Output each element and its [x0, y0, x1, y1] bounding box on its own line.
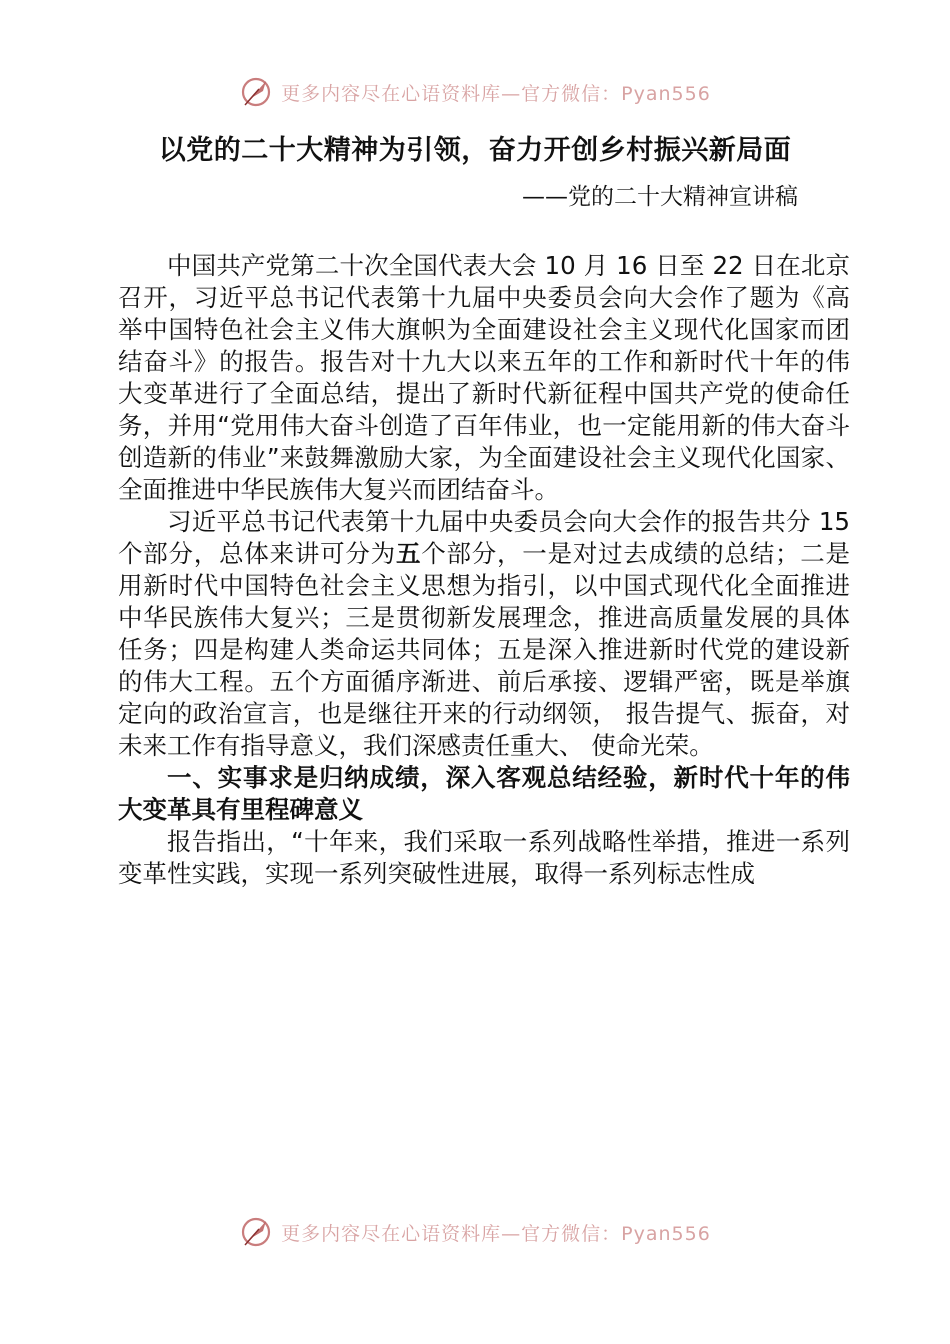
banner-text: 更多内容尽在心语资料库—官方微信：Pyan556: [281, 1222, 711, 1245]
emphasis-five: 五: [395, 539, 422, 568]
wechat-id: Pyan556: [621, 1222, 711, 1245]
paragraph-3: 报告指出，“十年来，我们采取一系列战略性举措，推进一系列变革性实践，实现一系列突破性进展，取得一系列标志性成: [118, 827, 850, 888]
section-heading-1: 一、实事求是归纳成绩，深入客观总结经验，新时代十年的伟大变革具有里程碑意义: [118, 763, 850, 824]
banner-text: 更多内容尽在心语资料库—官方微信：Pyan556: [281, 82, 711, 105]
document-subtitle: ——党的二十大精神宣讲稿: [522, 184, 798, 210]
paragraph-2: 习近平总书记代表第十九届中央委员会向大会作的报告共分 15 个部分，总体来讲可分为五个部分，一是对过去成绩的总结；二是用新时代中国特色社会主义思想为指引，以中国式现代化全面推进中华民族伟大复兴；三是贯彻新发展理念，推进高质量发展的具体任务；四是构建人类命运共同体；五是深入推进新时代党的建设新的伟大工程。五个方面循序渐进、前后承接、逻辑严密，既是举旗定向的政治宣言，也是继往开来的行动纲领， 报告提气、振奋，对未来工作有指导意义，我们深感责任重大、 使命光荣。: [118, 507, 851, 760]
document-body: [118, 250, 850, 890]
quill-logo-icon: [239, 1215, 273, 1249]
document-title: 以党的二十大精神为引领，奋力开创乡村振兴新局面: [158, 135, 792, 166]
paragraph-1: 中国共产党第二十次全国代表大会 10 月 16 日至 22 日在北京召开，习近平总书记代表第十九届中央委员会向大会作了题为《高举中国特色社会主义伟大旗帜为全面建设社会主义现代化国家而团结奋斗》的报告。报告对十九大以来五年的工作和新时代十年的伟大变革进行了全面总结，提出了新时代新征程中国共产党的使命任务，并用“党用伟大奋斗创造了百年伟业，也一定能用新的伟大奋斗创造新的伟业”来鼓舞激励大家，为全面建设社会主义现代化国家、全面推进中华民族伟大复兴而团结奋斗。: [118, 251, 850, 504]
wechat-id: Pyan556: [621, 82, 711, 105]
quill-logo-icon: [239, 75, 273, 109]
header-watermark-banner: [0, 72, 950, 112]
footer-watermark-banner: [0, 1212, 950, 1252]
